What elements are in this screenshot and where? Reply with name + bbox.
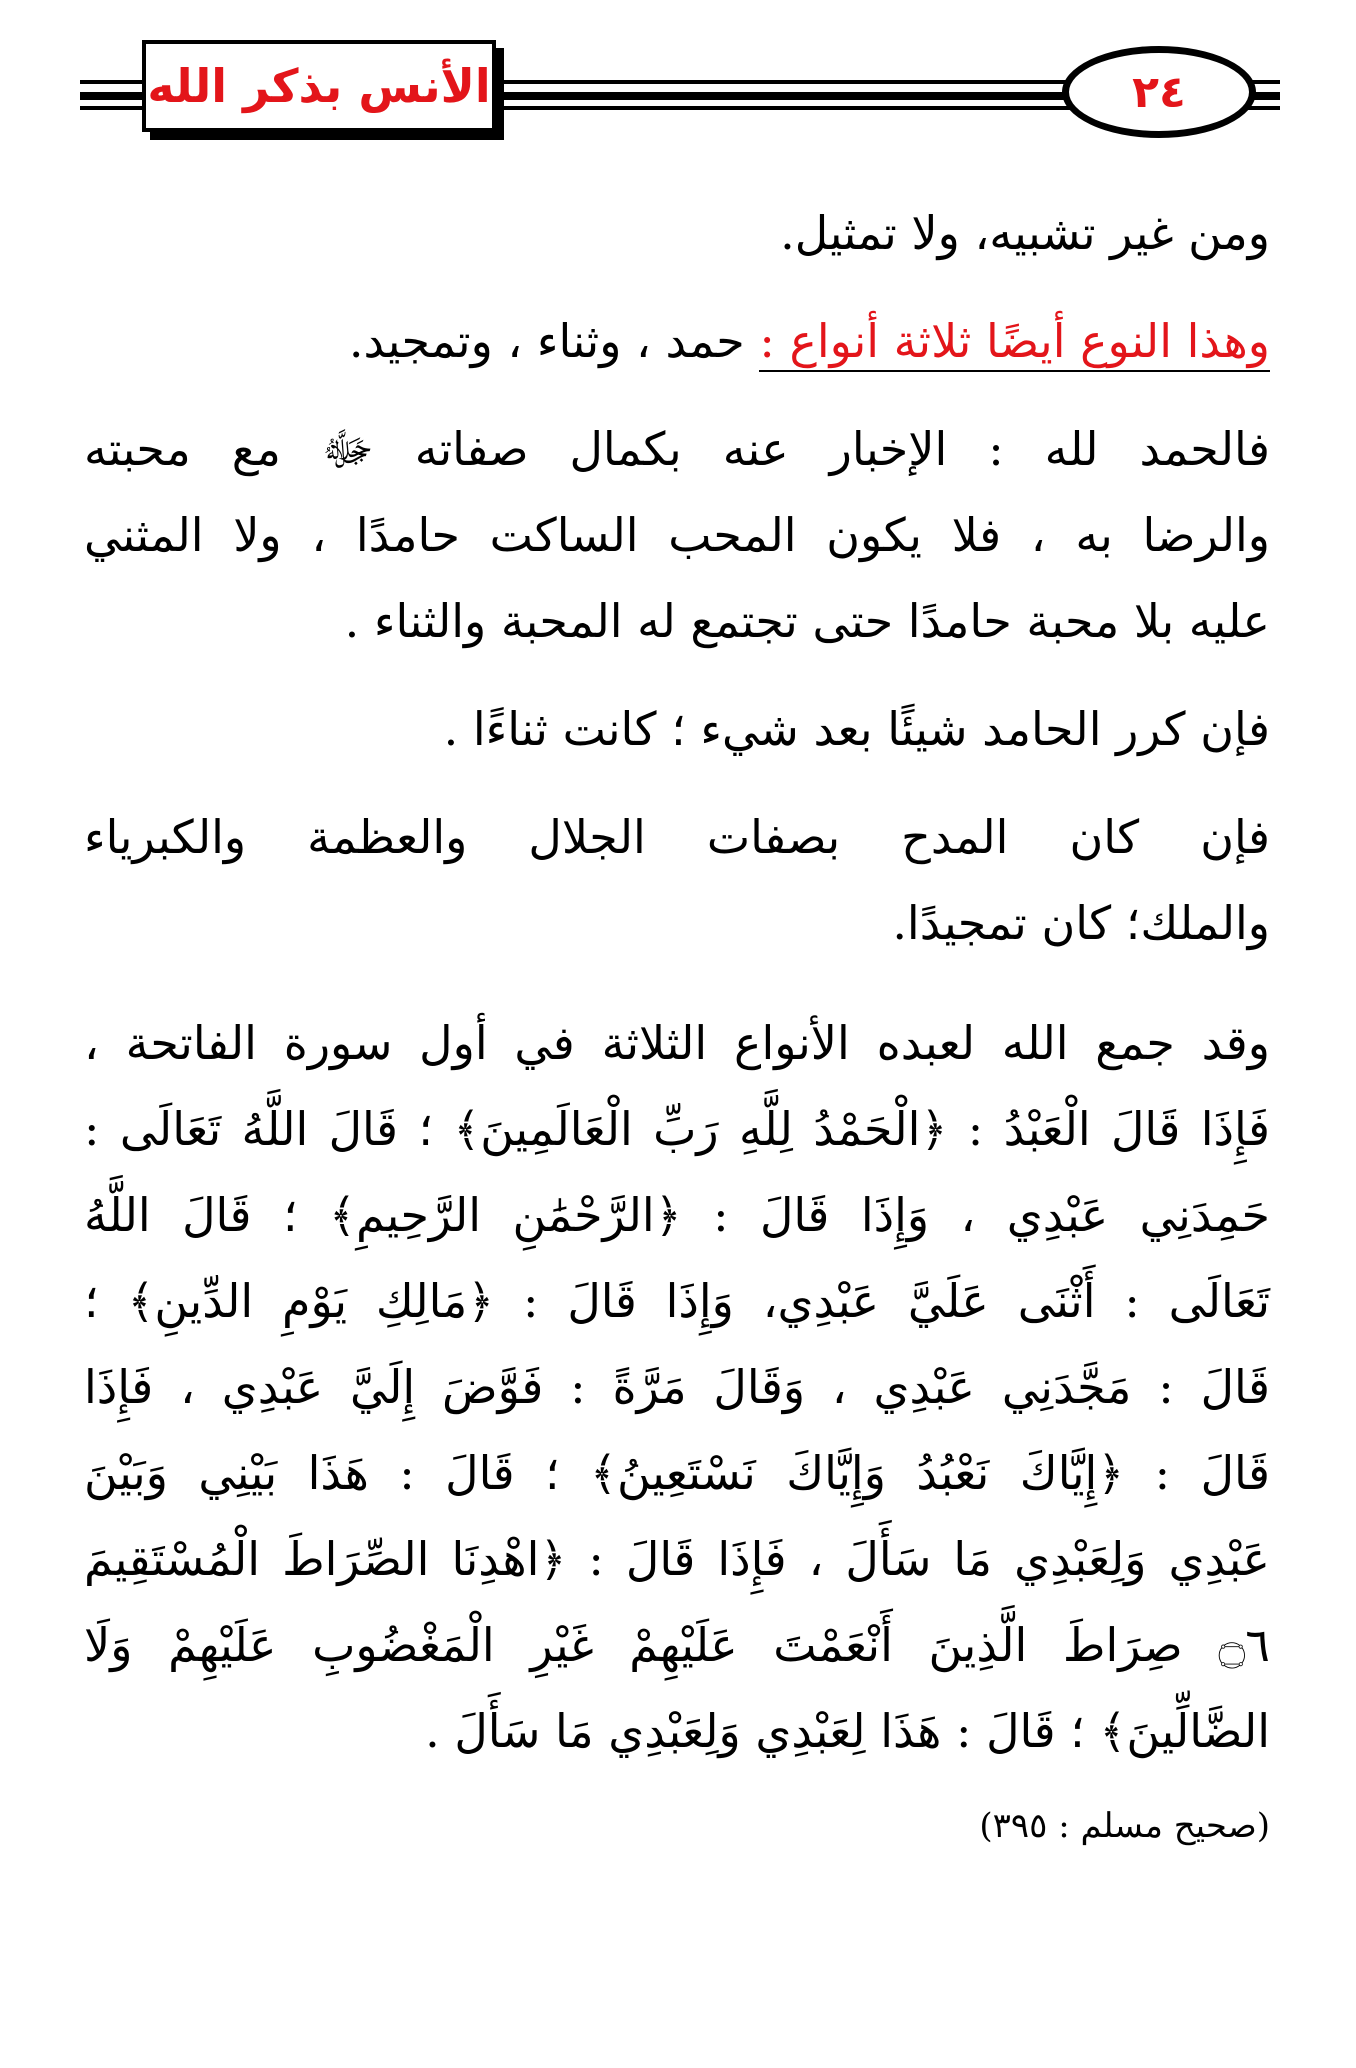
heading-continuation: حمد ، وثناء ، وتمجيد. xyxy=(348,314,745,368)
book-title: الأنس بذكر الله xyxy=(147,59,491,113)
text-line: فإن كرر الحامد شيئًا بعد شيء ؛ كانت ثناءًا . xyxy=(443,702,1270,756)
text-line: فالحمد لله : الإخبار عنه بكمال صفاته ﷻ مع محبته xyxy=(84,422,1270,476)
section-heading: وهذا النوع أيضًا ثلاثة أنواع : xyxy=(759,314,1270,372)
text-line: فَإِذَا قَالَ الْعَبْدُ : ﴿الْحَمْدُ لِلَّهِ رَبِّ الْعَالَمِينَ﴾ ؛ قَالَ اللَّهُ تَعَالَى : xyxy=(84,1102,1270,1156)
text-line: قَالَ : مَجَّدَنِي عَبْدِي ، وَقَالَ مَرَّةً : فَوَّضَ إِلَيَّ عَبْدِي ، فَإِذَا xyxy=(84,1360,1270,1414)
text-line: والملك؛ كان تمجيدًا. xyxy=(892,896,1270,950)
text-line: ومن غير تشبيه، ولا تمثيل. xyxy=(780,206,1270,260)
text-line: حَمِدَنِي عَبْدِي ، وَإِذَا قَالَ : ﴿الرَّحْمَٰنِ الرَّحِيمِ﴾ ؛ قَالَ اللَّهُ xyxy=(84,1188,1270,1242)
text-line: الضَّالِّينَ﴾ ؛ قَالَ : هَذَا لِعَبْدِي وَلِعَبْدِي مَا سَأَلَ . xyxy=(425,1704,1270,1758)
text-line: والرضا به ، فلا يكون المحب الساكت حامدًا ، ولا المثني xyxy=(84,508,1270,562)
page-header xyxy=(80,40,1280,150)
text-line: وقد جمع الله لعبده الأنواع الثلاثة في أول سورة الفاتحة ، xyxy=(84,1016,1270,1070)
footnote: (صحيح مسلم : ٣٩٥) xyxy=(979,1806,1270,1846)
page-number: ٢٤ xyxy=(1132,66,1186,118)
text-line: تَعَالَى : أَثْنَى عَلَيَّ عَبْدِي، وَإِذَا قَالَ : ﴿مَالِكِ يَوْمِ الدِّينِ﴾ ؛ xyxy=(84,1274,1270,1328)
heading-line xyxy=(84,298,1270,384)
page-body xyxy=(84,190,1270,1856)
text-line: عليه بلا محبة حامدًا حتى تجتمع له المحبة والثناء . xyxy=(344,594,1270,648)
text-line: عَبْدِي وَلِعَبْدِي مَا سَأَلَ ، فَإِذَا قَالَ : ﴿اهْدِنَا الصِّرَاطَ الْمُسْتَقِيمَ xyxy=(84,1532,1270,1586)
text-line: فإن كان المدح بصفات الجلال والعظمة والكبرياء xyxy=(84,810,1270,864)
text-line: ۝٦ صِرَاطَ الَّذِينَ أَنْعَمْتَ عَلَيْهِمْ غَيْرِ الْمَغْضُوبِ عَلَيْهِمْ وَلَا xyxy=(84,1618,1270,1672)
page-number-oval xyxy=(1062,46,1256,138)
text-line: قَالَ : ﴿إِيَّاكَ نَعْبُدُ وَإِيَّاكَ نَسْتَعِينُ﴾ ؛ قَالَ : هَذَا بَيْنِي وَبَيْنَ xyxy=(84,1446,1270,1500)
book-title-box xyxy=(142,40,496,132)
